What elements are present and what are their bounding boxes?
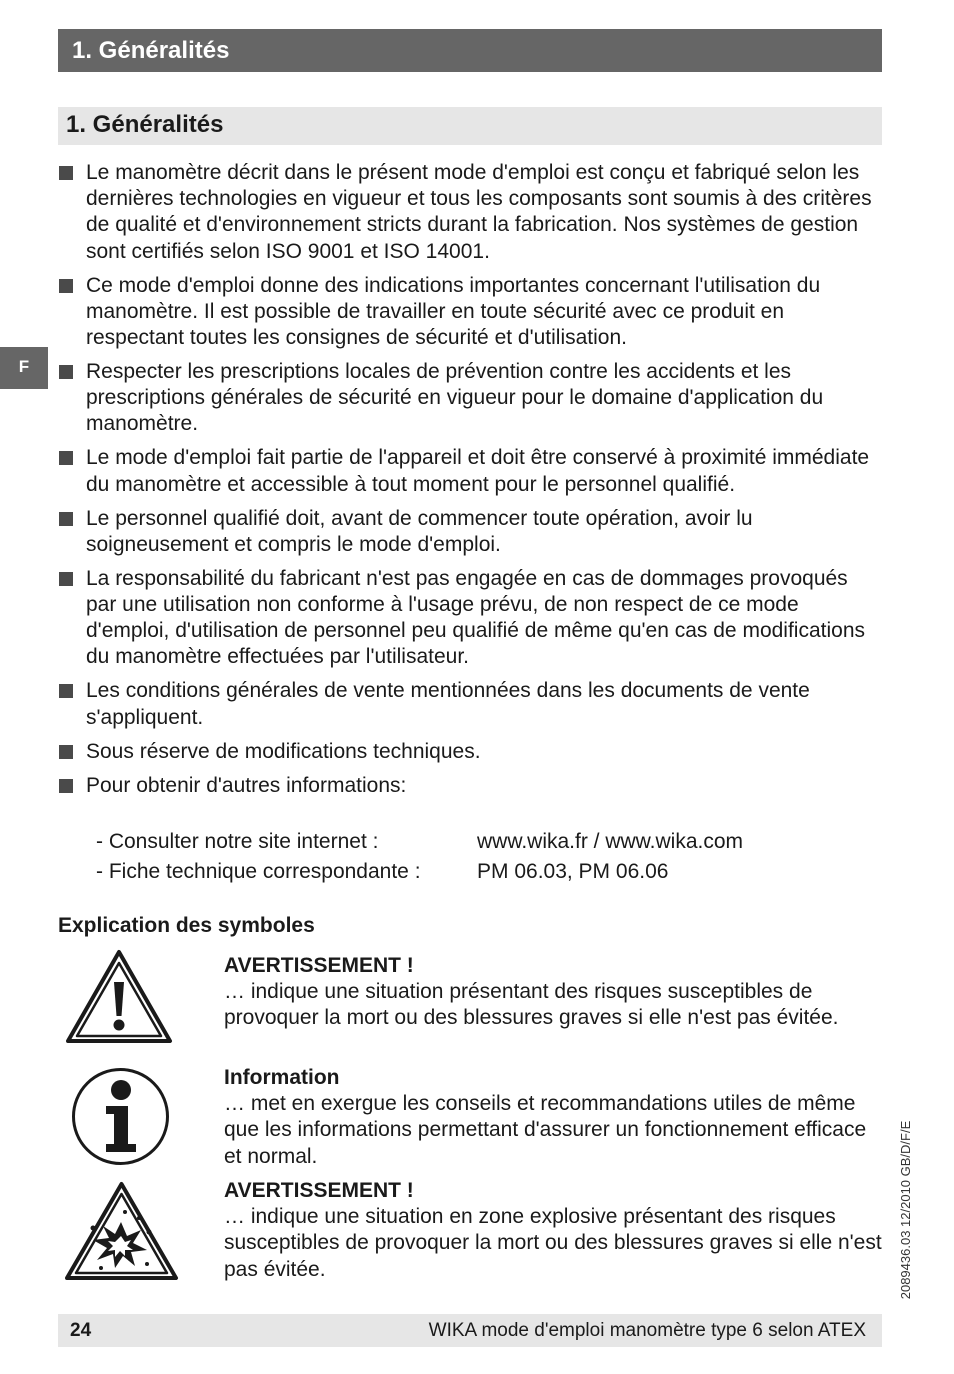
list-item-text: Ce mode d'emploi donne des indications importantes concernant l'utilisation du manomètre. Il est possible de travailler en toute sécurité avec ce produit en respectant toutes les consignes de sécurité et d'utilisation. [86, 273, 821, 350]
information-icon [70, 1066, 171, 1167]
warning-triangle-icon [64, 948, 174, 1046]
info-label: - Consulter notre site internet : [96, 830, 379, 853]
bullet-square-icon [59, 684, 73, 698]
symbol-explanation-explosion [224, 1178, 884, 1283]
footer-bar [58, 1314, 882, 1347]
bullet-square-icon [59, 451, 73, 465]
info-value: www.wika.fr / www.wika.com [477, 830, 744, 853]
list-item [58, 160, 882, 265]
chapter-title: 1. Généralités [72, 37, 230, 64]
list-item [58, 445, 882, 497]
symbols-heading: Explication des symboles [58, 914, 315, 937]
bullet-square-icon [59, 279, 73, 293]
chapter-header-bar [58, 29, 882, 72]
info-label: - Fiche technique correspondante : [96, 860, 421, 883]
explosion-hazard-icon [63, 1180, 180, 1283]
section-header-bar [58, 107, 882, 145]
symbol-description: … indique une situation en zone explosive présentant des risques susceptibles de provoquer la mort ou des blessures graves si elle n'est pas évitée. [224, 1205, 882, 1281]
info-value: PM 06.03, PM 06.06 [477, 860, 669, 883]
list-item [58, 506, 882, 558]
bullet-square-icon [59, 779, 73, 793]
bullet-square-icon [59, 166, 73, 180]
list-item-text: La responsabilité du fabricant n'est pas engagée en cas de dommages provoqués par une utilisation non conforme à l'usage prévu, de non respect de ce mode d'emploi, d'utilisation de personnel peu qualifié de même qu'en cas de modifications du manomètre effectuées par l'utilisateur. [86, 566, 865, 669]
section-title: 1. Généralités [66, 111, 224, 138]
symbol-title: AVERTISSEMENT ! [224, 954, 414, 977]
list-item [58, 359, 882, 438]
list-item [58, 566, 882, 671]
bullet-square-icon [59, 572, 73, 586]
list-item [58, 773, 882, 799]
bullet-square-icon [59, 512, 73, 526]
bullet-square-icon [59, 365, 73, 379]
language-tab-label: F [18, 357, 30, 376]
list-item-text: Le mode d'emploi fait partie de l'appareil et doit être conservé à proximité immédiate du manomètre et accessible à tout moment pour le personnel qualifié. [86, 446, 870, 496]
symbol-title: AVERTISSEMENT ! [224, 1179, 414, 1202]
list-item-text: Pour obtenir d'autres informations: [86, 773, 407, 797]
bullet-square-icon [59, 745, 73, 759]
list-item-text: Le personnel qualifié doit, avant de commencer toute opération, avoir lu soigneusement et compris le mode d'emploi. [86, 506, 753, 556]
symbol-title: Information [224, 1066, 340, 1089]
list-item [58, 739, 882, 765]
document-code-text: 2089436.03 12/2010 GB/D/F/E [898, 1120, 913, 1300]
footer-text: WIKA mode d'emploi manomètre type 6 selon ATEX [428, 1320, 866, 1341]
list-item-text: Les conditions générales de vente mentionnées dans les documents de vente s'appliquent. [86, 679, 810, 729]
symbol-explanation-information [224, 1065, 884, 1170]
list-item-text: Respecter les prescriptions locales de prévention contre les accidents et les prescriptions générales de sécurité en vigueur pour le domaine d'application du manomètre. [86, 360, 824, 436]
symbol-description: … met en exergue les conseils et recommandations utiles de même que les informations permettant d'assurer un fonctionnement efficace et normal. [224, 1092, 867, 1168]
bullet-list [58, 160, 882, 807]
language-tab [0, 347, 48, 389]
symbol-description: … indique une situation présentant des risques susceptibles de provoquer la mort ou des blessures graves si elle n'est pas évitée. [224, 980, 839, 1030]
symbol-explanation-warning [224, 953, 884, 1032]
document-code [892, 1105, 920, 1315]
page-number: 24 [70, 1320, 92, 1341]
list-item-text: Le manomètre décrit dans le présent mode d'emploi est conçu et fabriqué selon les dernières technologies en vigueur et tous les composants sont soumis à des critères de qualité et d'environnement stricts durant la fabrication. Nos systèmes de gestion sont certifiés selon ISO 9001 et ISO 14001. [86, 161, 872, 263]
list-item-text: Sous réserve de modifications techniques. [86, 739, 481, 763]
list-item [58, 678, 882, 730]
list-item [58, 273, 882, 352]
